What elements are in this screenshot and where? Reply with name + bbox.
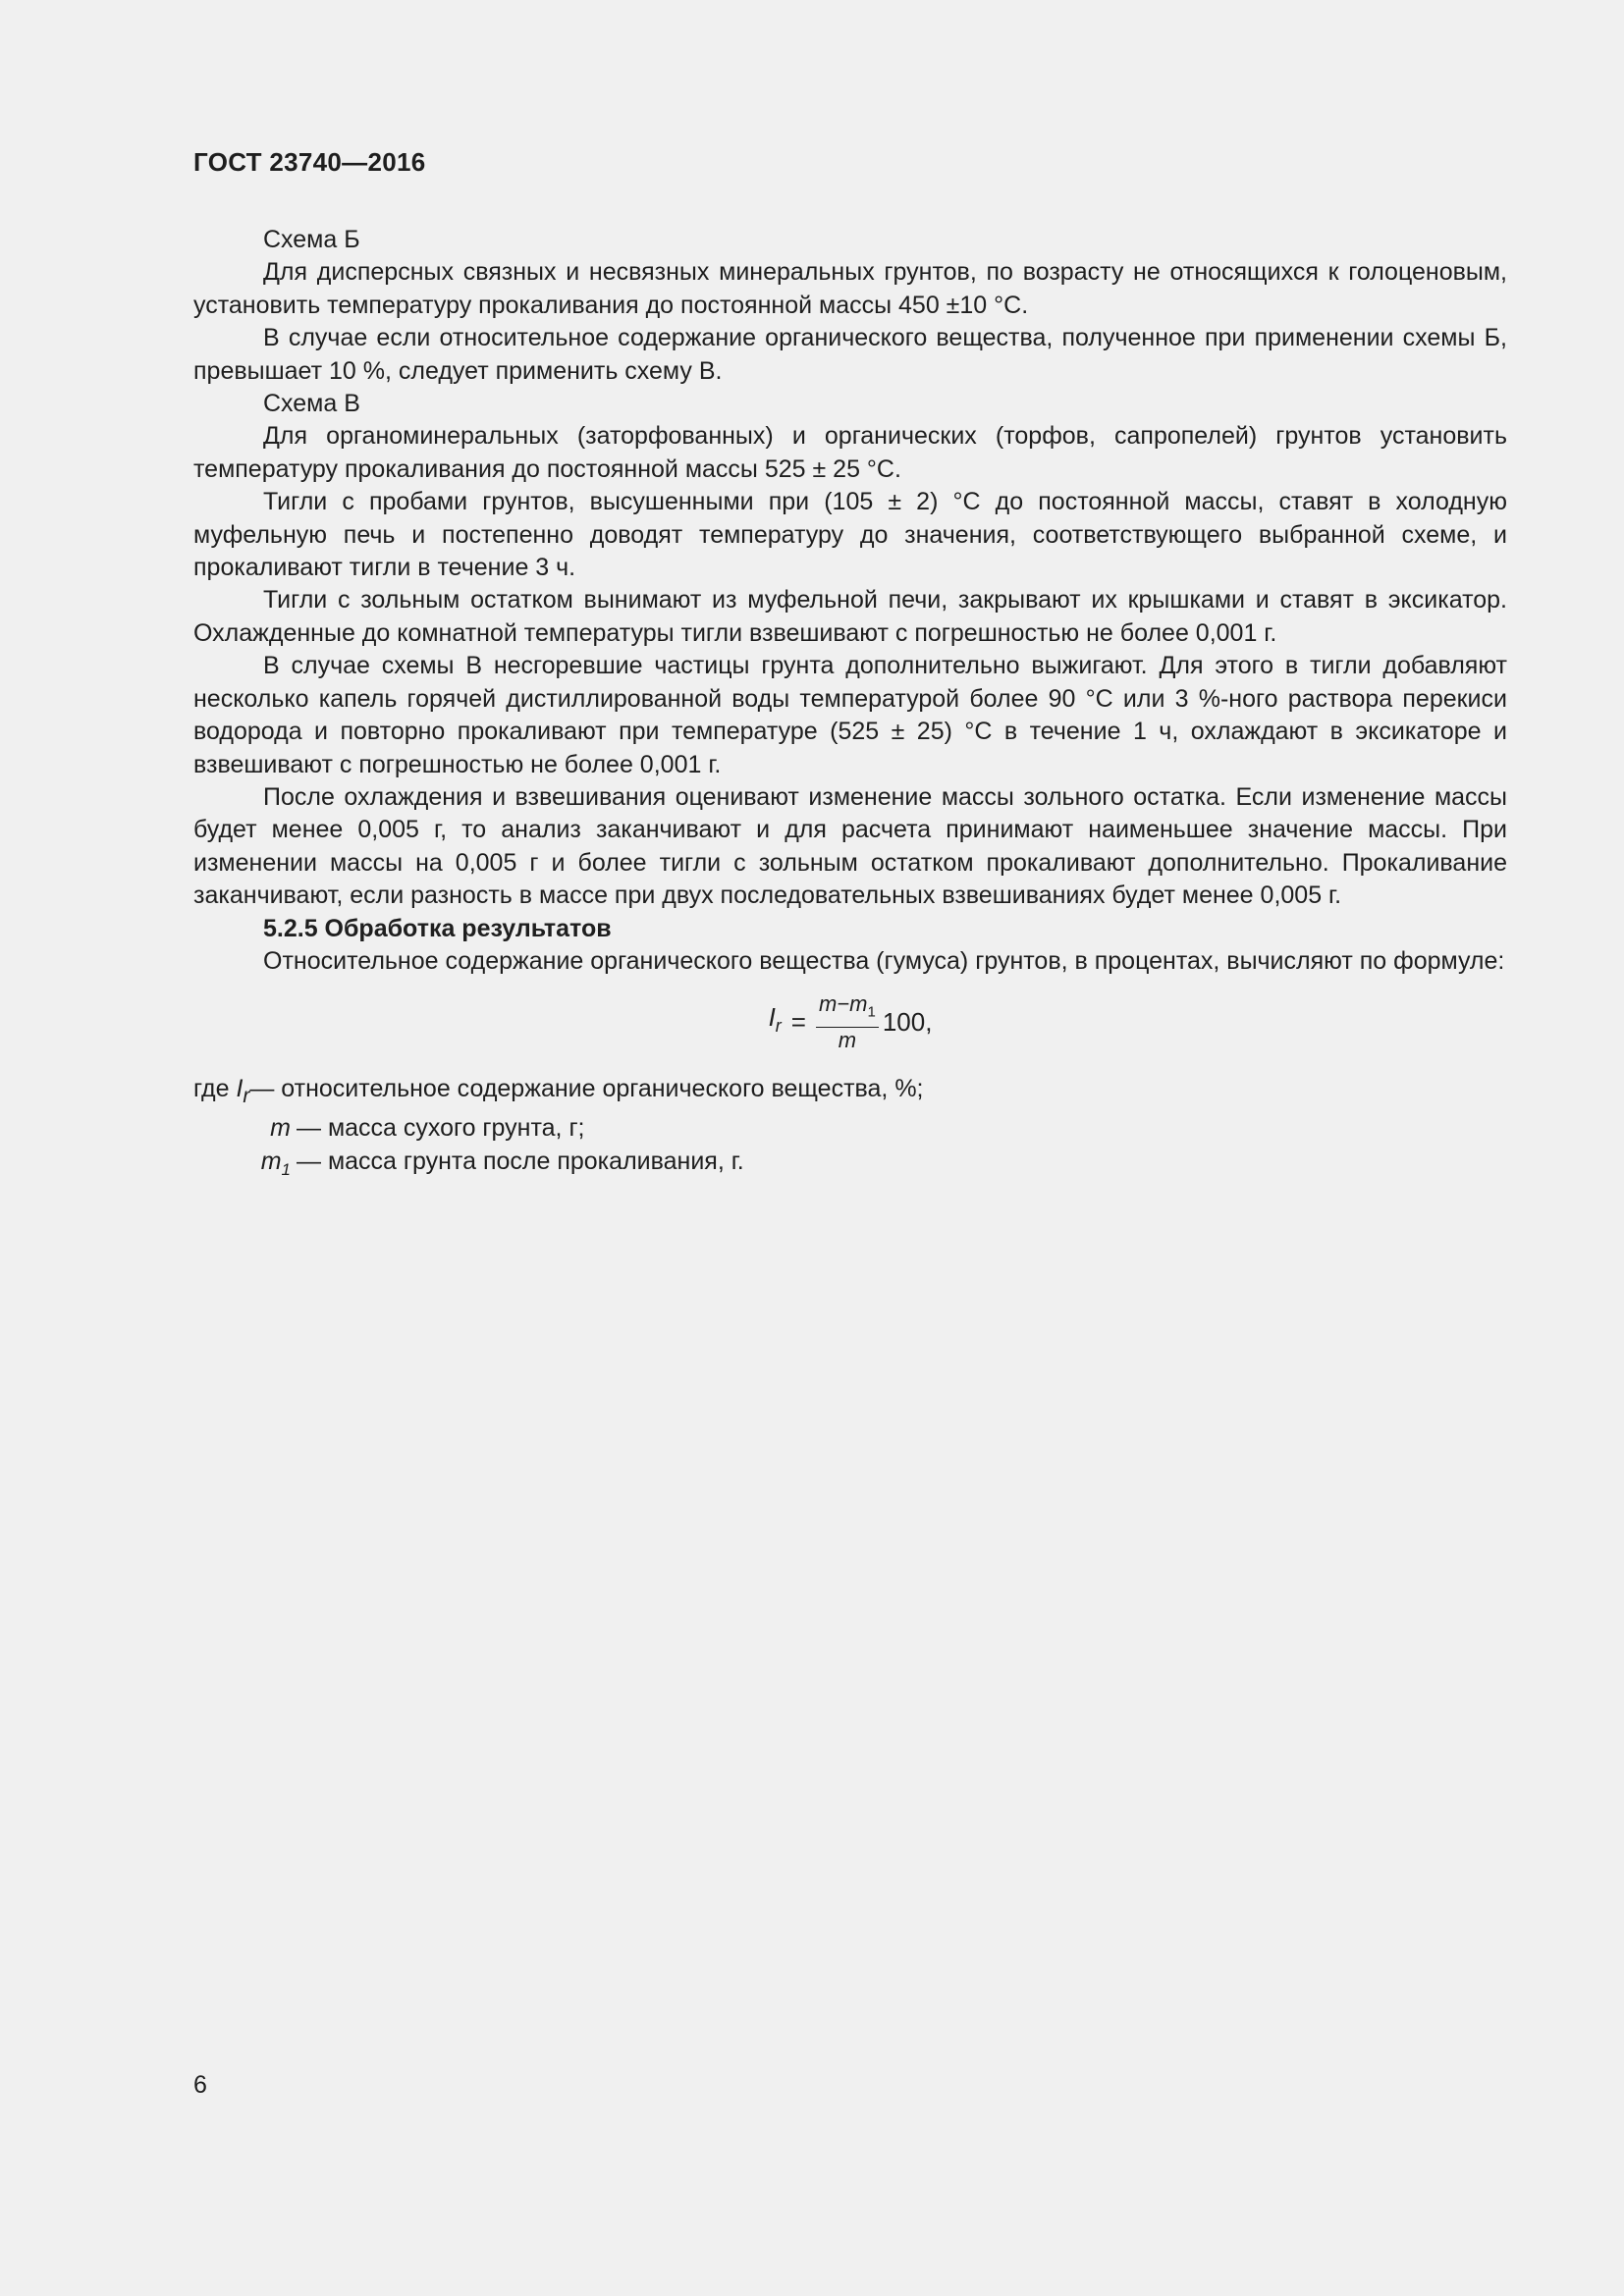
paragraph-scheme-v-title: Схема В — [263, 390, 360, 418]
definition-row — [193, 1073, 1507, 1112]
definition-text: — относительное содержание органического вещества, %; — [249, 1074, 924, 1102]
formula — [193, 991, 1507, 1052]
formula-lhs: $I_r$ — [768, 1002, 782, 1037]
formula-equals: = — [790, 1006, 806, 1037]
paragraph: После охлаждения и взвешивания оценивают изменение массы зольного остатка. Если изменение массы будет менее 0,005 г, то анализ заканчивают и для расчета принимают наименьшее значение массы. При изменении массы на 0,005 г и более тигли с зольным остатком прокаливают дополнительно. Прокаливание заканчивают, если разность в массе при двух последовательных взвешиваниях будет менее 0,005 г. — [193, 782, 1507, 910]
definition-symbol: $I_r$ — [236, 1074, 250, 1107]
definition-row — [193, 1112, 1507, 1145]
document-header: ГОСТ 23740—2016 — [193, 147, 426, 177]
definition-text: — масса сухого грунта, г; — [297, 1114, 585, 1143]
definition-prefix: где — [193, 1074, 230, 1102]
formula-denominator: m — [838, 1027, 857, 1052]
paragraph: Для дисперсных связных и несвязных минеральных грунтов, по возрасту не относящихся к голоценовым, установить температуру прокаливания до постоянной массы 450 ±10 °С. — [193, 258, 1507, 319]
body-text — [193, 224, 1507, 1186]
definition-symbol: $m_1$ — [260, 1147, 291, 1179]
definition-text: — масса грунта после прокаливания, г. — [297, 1147, 744, 1175]
paragraph: Относительное содержание органического вещества (гумуса) грунтов, в процентах, вычисляют по формуле: — [263, 946, 1505, 975]
paragraph: Для органоминеральных (заторфованных) и органических (торфов, сапропелей) грунтов установить температуру прокаливания до постоянной массы 525 ± 25 °С. — [193, 422, 1507, 483]
section-heading: 5.2.5 Обработка результатов — [263, 914, 612, 942]
paragraph-scheme-b-title: Схема Б — [263, 226, 360, 253]
formula-numerator: $m-m_1$ — [816, 991, 879, 1027]
definition-row — [193, 1146, 1507, 1186]
formula-multiplier: 100, — [882, 1006, 933, 1037]
definition-symbol: m — [270, 1114, 291, 1143]
paragraph: Тигли с пробами грунтов, высушенными при (105 ± 2) °С до постоянной массы, ставят в холодную муфельную печь и постепенно доводят температуру до значения, соответствующего выбранной схеме, и прокаливают тигли в течение 3 ч. — [193, 488, 1507, 582]
paragraph: В случае если относительное содержание органического вещества, полученное при применении схемы Б, превышает 10 %, следует применить схему В. — [193, 324, 1507, 385]
paragraph: Тигли с зольным остатком вынимают из муфельной печи, закрывают их крышками и ставят в эксикатор. Охлажденные до комнатной температуры тигли взвешивают с погрешностью не более 0,001 г. — [193, 586, 1507, 647]
formula-definitions — [193, 1073, 1507, 1186]
paragraph: В случае схемы В несгоревшие частицы грунта дополнительно выжигают. Для этого в тигли добавляют несколько капель горячей дистиллированной воды температурой более 90 °С или 3 %-ного раствора перекиси водорода и повторно прокаливают при температуре (525 ± 25) °С в течение 1 ч, охлаждают в эксикаторе и взвешивают с погрешностью не более 0,001 г. — [193, 652, 1507, 778]
page-number: 6 — [193, 2071, 207, 2099]
formula-fraction — [816, 991, 879, 1052]
